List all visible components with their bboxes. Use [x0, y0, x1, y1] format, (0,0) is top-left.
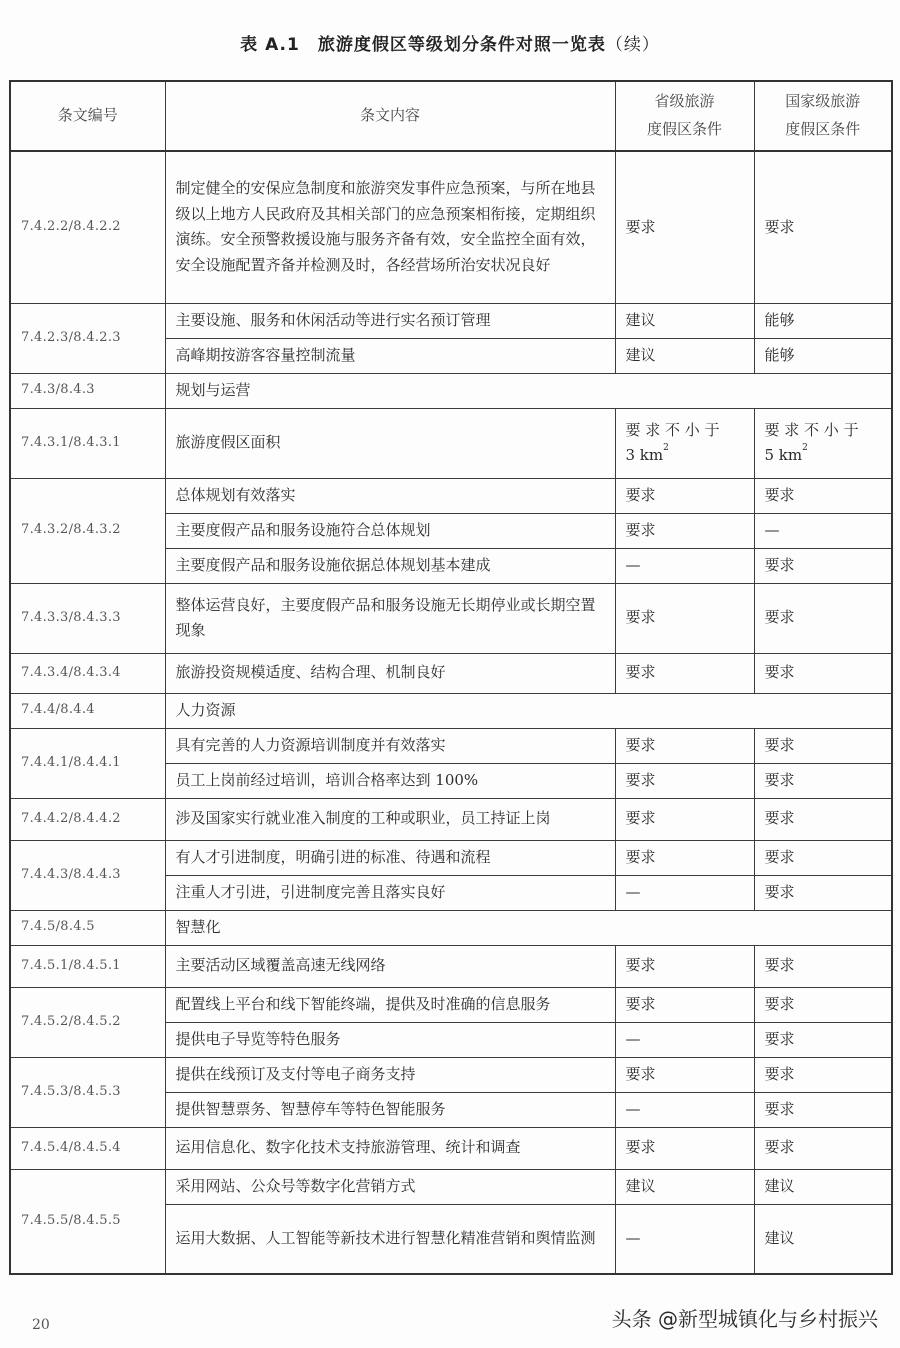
clause-code: 7.4.3.2/8.4.3.2 — [10, 478, 165, 583]
header-national-line2: 度假区条件 — [785, 120, 861, 138]
section-code: 7.4.3/8.4.3 — [10, 373, 165, 408]
table-row — [10, 987, 892, 1022]
clause-content: 运用大数据、人工智能等新技术进行智慧化精准营销和舆情监测 — [165, 1204, 615, 1274]
national-condition: 要求 — [754, 1022, 892, 1057]
page-number: 20 — [32, 1317, 50, 1333]
national-condition: 要求 — [754, 548, 892, 583]
clause-content: 提供在线预订及支付等电子商务支持 — [165, 1057, 615, 1092]
provincial-condition: 建议 — [615, 338, 754, 373]
table-title — [0, 30, 900, 55]
provincial-condition: 要求 — [615, 763, 754, 798]
provincial-condition: 要求 — [615, 583, 754, 653]
section-title: 人力资源 — [165, 693, 892, 728]
section-row — [10, 373, 892, 408]
table-row — [10, 478, 892, 513]
clause-code: 7.4.4.2/8.4.4.2 — [10, 798, 165, 840]
header-provincial-line1: 省级旅游 — [654, 92, 715, 111]
clause-code: 7.4.5.3/8.4.5.3 — [10, 1057, 165, 1127]
provincial-condition — [615, 408, 754, 478]
provincial-condition: 要求 — [615, 840, 754, 875]
section-title: 规划与运营 — [165, 373, 892, 408]
national-condition-line1: 要 求 不 小 于 — [764, 420, 859, 439]
clause-content: 旅游度假区面积 — [165, 408, 615, 478]
national-condition: 要求 — [754, 1127, 892, 1169]
national-condition: 要求 — [754, 1092, 892, 1127]
clause-content: 有人才引进制度，明确引进的标准、待遇和流程 — [165, 840, 615, 875]
provincial-condition: — — [615, 1204, 754, 1274]
clause-content: 整体运营良好，主要度假产品和服务设施无长期停业或长期空置现象 — [165, 583, 615, 653]
clause-content: 注重人才引进，引进制度完善且落实良好 — [165, 875, 615, 910]
clause-content: 主要度假产品和服务设施依据总体规划基本建成 — [165, 548, 615, 583]
table-row — [10, 151, 892, 303]
clause-code: 7.4.5.1/8.4.5.1 — [10, 945, 165, 987]
header-provincial-line2: 度假区条件 — [646, 120, 722, 138]
header-code: 条文编号 — [10, 81, 165, 151]
provincial-condition: — — [615, 548, 754, 583]
table-row — [10, 408, 892, 478]
superscript: 2 — [663, 443, 669, 453]
watermark-text: 头条 @新型城镇化与乡村振兴 — [611, 1307, 878, 1331]
clause-content: 采用网站、公众号等数字化营销方式 — [165, 1169, 615, 1204]
header-national-line1: 国家级旅游 — [785, 92, 861, 111]
clause-content: 配置线上平台和线下智能终端，提供及时准确的信息服务 — [165, 987, 615, 1022]
provincial-condition: — — [615, 1092, 754, 1127]
provincial-condition-line1: 要 求 不 小 于 — [625, 420, 720, 439]
clause-content: 主要度假产品和服务设施符合总体规划 — [165, 513, 615, 548]
clause-content: 具有完善的人力资源培训制度并有效落实 — [165, 728, 615, 763]
clause-content: 员工上岗前经过培训，培训合格率达到 100% — [165, 763, 615, 798]
clause-content: 高峰期按游客容量控制流量 — [165, 338, 615, 373]
provincial-condition: 要求 — [615, 1127, 754, 1169]
clause-code: 7.4.5.5/8.4.5.5 — [10, 1169, 165, 1274]
table-row — [10, 798, 892, 840]
national-condition: 能够 — [754, 303, 892, 338]
clause-code: 7.4.2.2/8.4.2.2 — [10, 151, 165, 303]
section-row — [10, 910, 892, 945]
clause-content: 提供电子导览等特色服务 — [165, 1022, 615, 1057]
table-row — [10, 945, 892, 987]
table-row — [10, 1169, 892, 1204]
national-condition: 要求 — [754, 763, 892, 798]
national-condition: 要求 — [754, 478, 892, 513]
provincial-condition: 要求 — [615, 728, 754, 763]
provincial-condition: 要求 — [615, 1057, 754, 1092]
clause-code: 7.4.3.3/8.4.3.3 — [10, 583, 165, 653]
header-national — [754, 81, 892, 151]
header-row — [10, 81, 892, 151]
clause-code: 7.4.5.4/8.4.5.4 — [10, 1127, 165, 1169]
table-row — [10, 303, 892, 338]
clause-content: 主要设施、服务和休闲活动等进行实名预订管理 — [165, 303, 615, 338]
national-condition-line2: 5 km — [764, 446, 803, 464]
national-condition: 要求 — [754, 945, 892, 987]
clause-content: 制定健全的安保应急制度和旅游突发事件应急预案，与所在地县级以上地方人民政府及其相关部门的应急预案相衔接，定期组织演练。安全预警救援设施与服务齐备有效，安全监控全面有效，安全设施配置齐备并检测及时，各经营场所治安状况良好 — [165, 151, 615, 303]
section-code: 7.4.4/8.4.4 — [10, 693, 165, 728]
national-condition: 要求 — [754, 875, 892, 910]
table-row — [10, 840, 892, 875]
national-condition: 要求 — [754, 840, 892, 875]
provincial-condition: 建议 — [615, 303, 754, 338]
national-condition: 要求 — [754, 583, 892, 653]
table-row — [10, 1127, 892, 1169]
table-title-main: 表 A.1 旅游度假区等级划分条件对照一览表 — [240, 35, 606, 55]
provincial-condition: 建议 — [615, 1169, 754, 1204]
conditions-table — [9, 80, 893, 1275]
clause-code: 7.4.5.2/8.4.5.2 — [10, 987, 165, 1057]
provincial-condition: 要求 — [615, 513, 754, 548]
provincial-condition: 要求 — [615, 151, 754, 303]
clause-code: 7.4.4.3/8.4.4.3 — [10, 840, 165, 910]
provincial-condition: — — [615, 1022, 754, 1057]
header-content: 条文内容 — [165, 81, 615, 151]
national-condition — [754, 408, 892, 478]
section-code: 7.4.5/8.4.5 — [10, 910, 165, 945]
table-row — [10, 583, 892, 653]
clause-content: 总体规划有效落实 — [165, 478, 615, 513]
clause-content: 旅游投资规模适度、结构合理、机制良好 — [165, 653, 615, 693]
section-title: 智慧化 — [165, 910, 892, 945]
national-condition: 要求 — [754, 728, 892, 763]
national-condition: 要求 — [754, 653, 892, 693]
provincial-condition: — — [615, 875, 754, 910]
clause-content: 提供智慧票务、智慧停车等特色智能服务 — [165, 1092, 615, 1127]
table-row — [10, 1057, 892, 1092]
clause-code: 7.4.3.4/8.4.3.4 — [10, 653, 165, 693]
clause-code: 7.4.2.3/8.4.2.3 — [10, 303, 165, 373]
clause-content: 涉及国家实行就业准入制度的工种或职业，员工持证上岗 — [165, 798, 615, 840]
table-row — [10, 728, 892, 763]
provincial-condition-line2: 3 km — [625, 446, 664, 464]
national-condition: 能够 — [754, 338, 892, 373]
provincial-condition: 要求 — [615, 945, 754, 987]
national-condition: 建议 — [754, 1204, 892, 1274]
clause-content: 主要活动区域覆盖高速无线网络 — [165, 945, 615, 987]
superscript: 2 — [802, 443, 808, 453]
clause-code: 7.4.4.1/8.4.4.1 — [10, 728, 165, 798]
national-condition: 要求 — [754, 1057, 892, 1092]
provincial-condition: 要求 — [615, 653, 754, 693]
national-condition: 要求 — [754, 987, 892, 1022]
table-row — [10, 653, 892, 693]
header-provincial — [615, 81, 754, 151]
clause-content: 运用信息化、数字化技术支持旅游管理、统计和调查 — [165, 1127, 615, 1169]
provincial-condition: 要求 — [615, 987, 754, 1022]
table-title-continued: （续） — [605, 35, 660, 55]
national-condition: — — [754, 513, 892, 548]
provincial-condition: 要求 — [615, 478, 754, 513]
provincial-condition: 要求 — [615, 798, 754, 840]
national-condition: 要求 — [754, 798, 892, 840]
national-condition: 建议 — [754, 1169, 892, 1204]
national-condition: 要求 — [754, 151, 892, 303]
section-row — [10, 693, 892, 728]
clause-code: 7.4.3.1/8.4.3.1 — [10, 408, 165, 478]
